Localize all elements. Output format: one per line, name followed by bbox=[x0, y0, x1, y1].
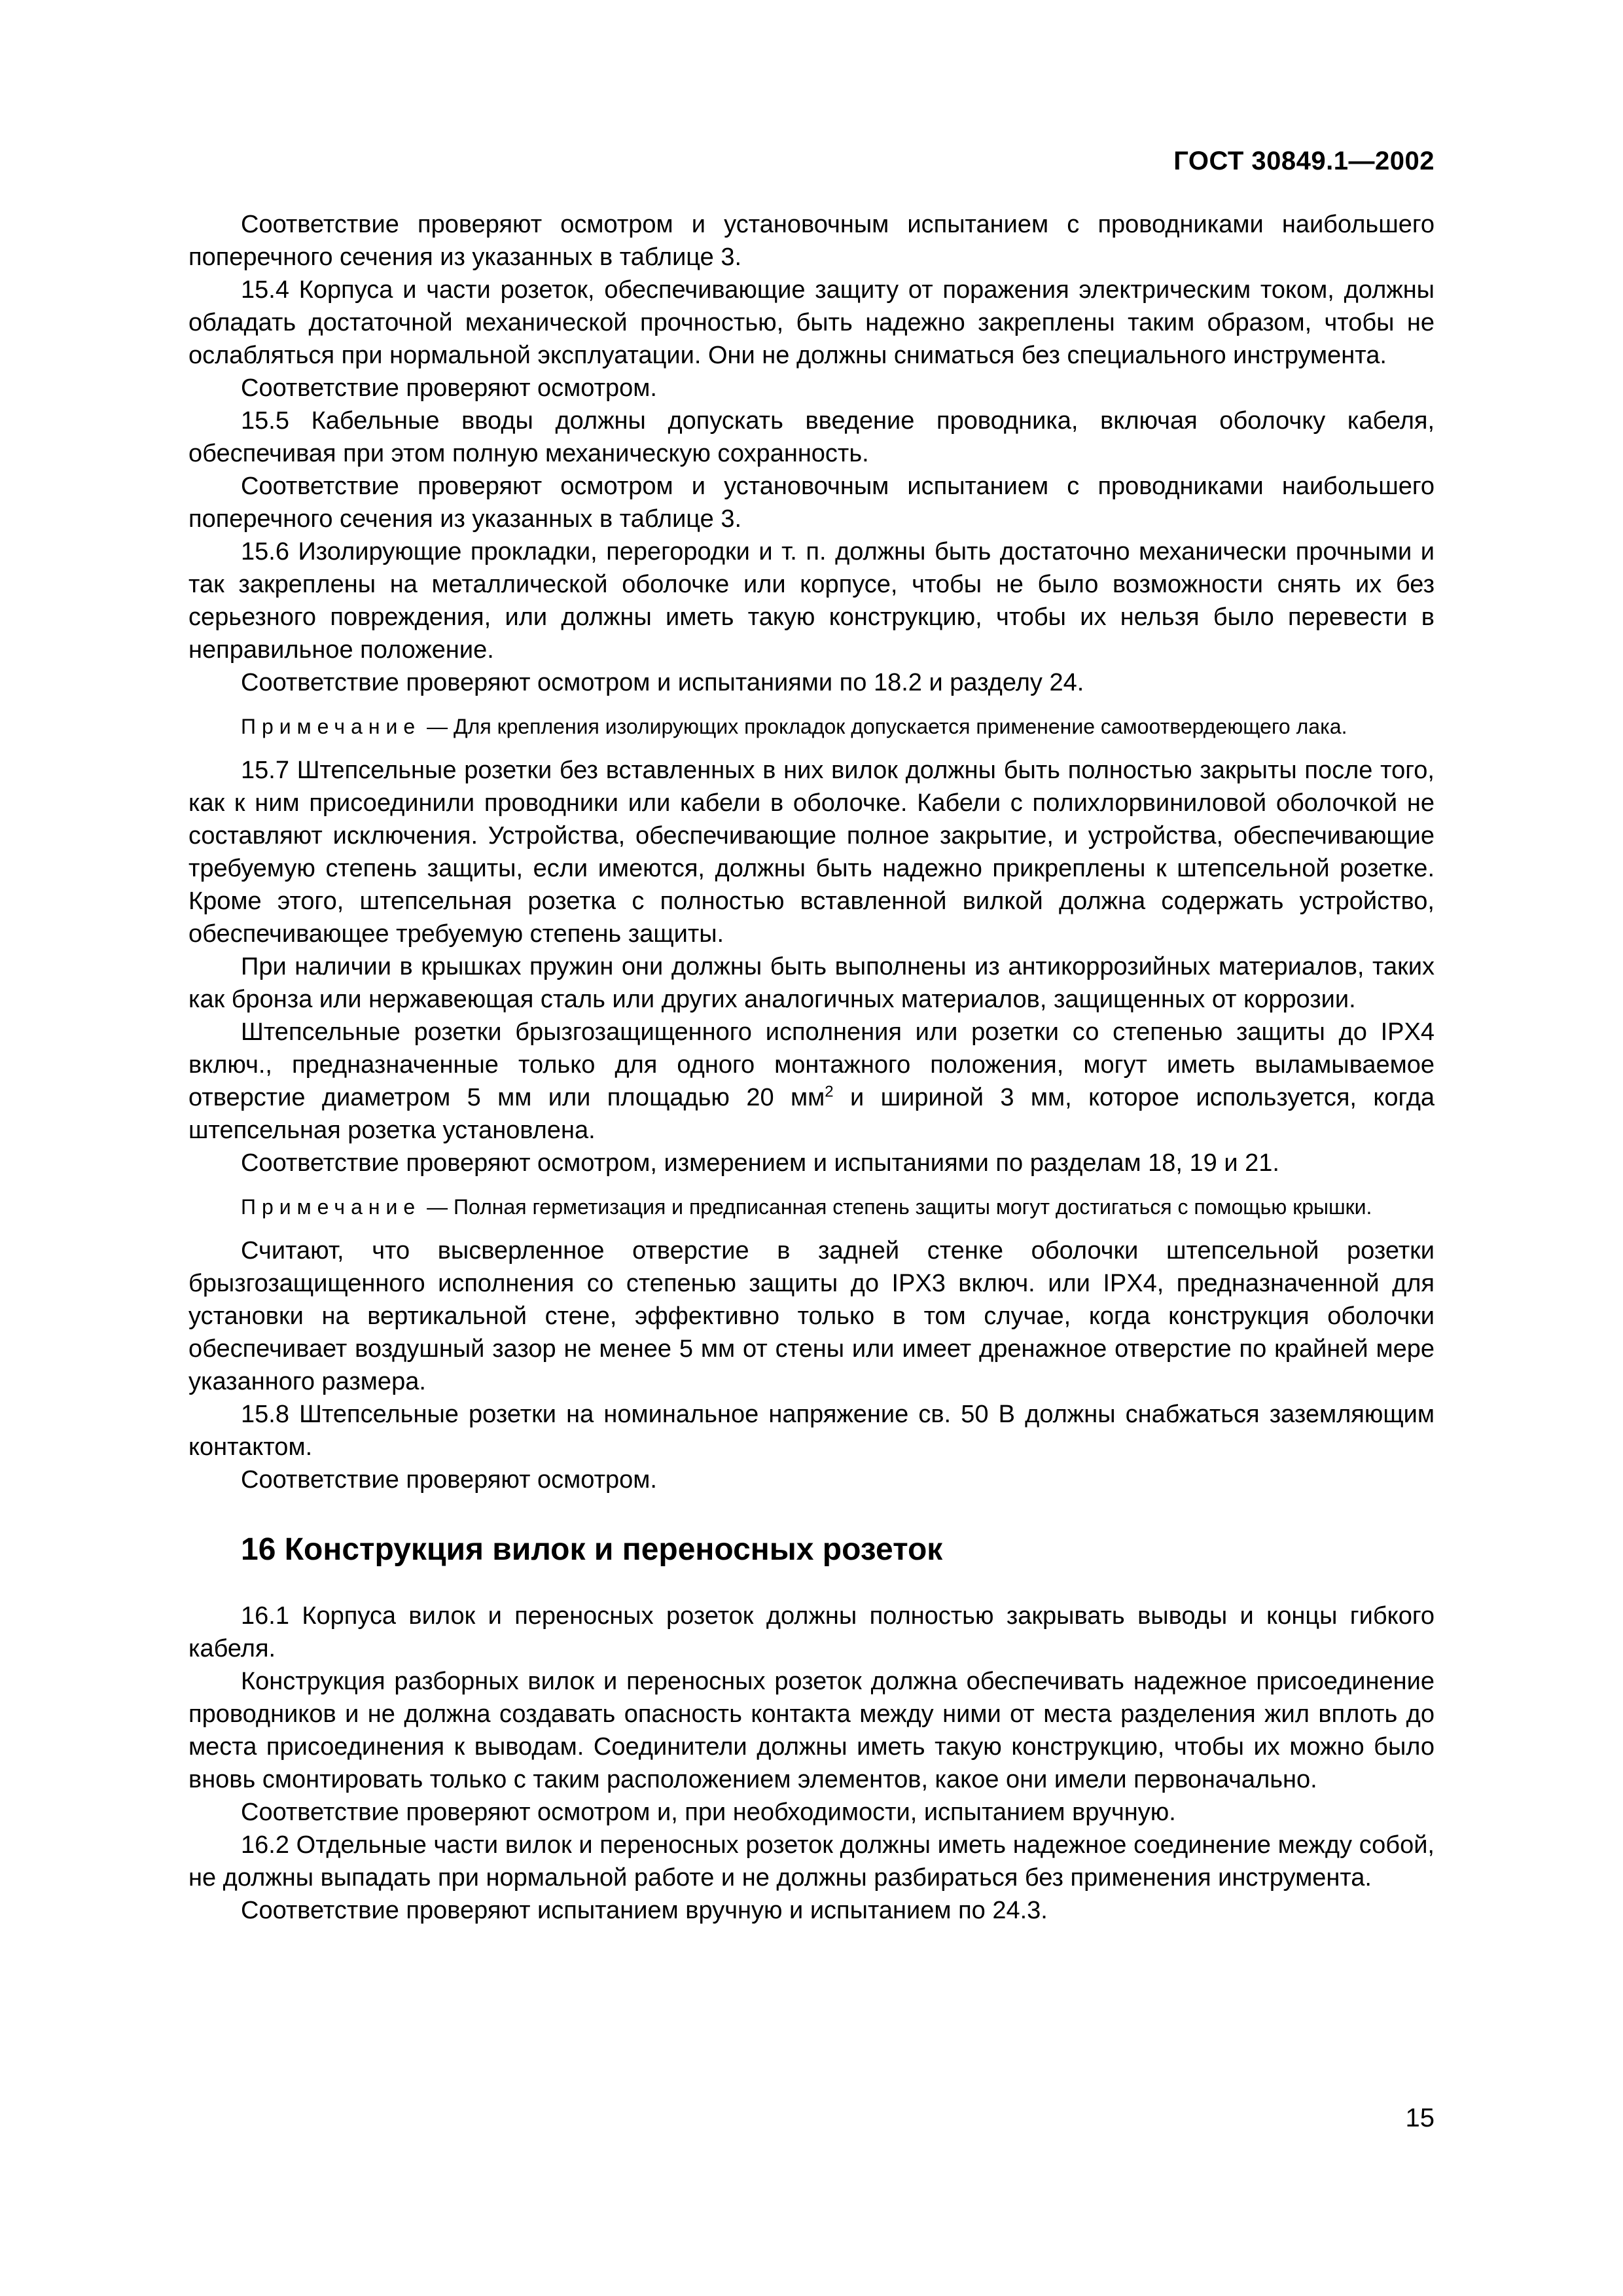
note-text: — Для крепления изолирующих прокладок допускается применение самоотвердеющего лака. bbox=[421, 715, 1347, 738]
page-number: 15 bbox=[1405, 2104, 1435, 2132]
note bbox=[188, 712, 1435, 741]
paragraph-16-2: 16.2 Отдельные части вилок и переносных розеток должны иметь надежное соединение между собой, не должны выпадать при нормальной работе и не должны разбираться без применения инструмента. bbox=[188, 1831, 1435, 1892]
note-label: Примечание bbox=[241, 715, 421, 738]
note bbox=[188, 1193, 1435, 1221]
paragraph-15-5: 15.5 Кабельные вводы должны допускать введение проводника, включая оболочку кабеля, обеспечивая при этом полную механическую сохранность. bbox=[188, 407, 1435, 467]
superscript: 2 bbox=[825, 1083, 834, 1101]
paragraph: При наличии в крышках пружин они должны быть выполнены из антикоррозийных материалов, таких как бронза или нержавеющая сталь или других аналогичных материалов, защищенных от коррозии. bbox=[188, 953, 1435, 1013]
note-label: Примечание bbox=[241, 1195, 421, 1219]
paragraph bbox=[188, 1016, 1435, 1147]
paragraph-text: и шириной 3 мм, которое используется, когда штепсельная розетка установлена. bbox=[188, 1084, 1435, 1144]
paragraph: Соответствие проверяют осмотром. bbox=[241, 374, 657, 402]
paragraph-15-4: 15.4 Корпуса и части розеток, обеспечивающие защиту от поражения электрическим током, должны обладать достаточной механической прочностью, быть надежно закреплены таким образом, чтобы не ослабляться при нормальной эксплуатации. Они не должны сниматься без специального инструмента. bbox=[188, 276, 1435, 369]
section-heading-16: 16 Конструкция вилок и переносных розеток bbox=[241, 1532, 943, 1567]
paragraph: Соответствие проверяют осмотром и испытаниями по 18.2 и разделу 24. bbox=[241, 669, 1084, 696]
paragraph-text: Штепсельные розетки брызгозащищенного исполнения или розетки со степенью защиты до IPX4 включ., предназначенные только для одного монтажного положения, могут иметь выламываемое отверстие диаметром 5 мм или площадью 20 мм bbox=[188, 1018, 1435, 1111]
standard-code-header: ГОСТ 30849.1—2002 bbox=[1173, 147, 1435, 175]
paragraph: Соответствие проверяют осмотром и установочным испытанием с проводниками наибольшего поперечного сечения из указанных в таблице 3. bbox=[188, 211, 1435, 271]
paragraph: Соответствие проверяют осмотром и установочным испытанием с проводниками наибольшего поперечного сечения из указанных в таблице 3. bbox=[188, 473, 1435, 533]
paragraph: Считают, что высверленное отверстие в задней стенке оболочки штепсельной розетки брызгозащищенного исполнения со степенью защиты до IPX3 включ. или IPX4, предназначенной для установки на вертикальной стене, эффективно только в том случае, когда конструкция оболочки обеспечивает воздушный зазор не менее 5 мм от стены или имеет дренажное отверстие по крайней мере указанного размера. bbox=[188, 1237, 1435, 1395]
paragraph: Соответствие проверяют осмотром, измерением и испытаниями по разделам 18, 19 и 21. bbox=[241, 1149, 1279, 1177]
paragraph: Соответствие проверяют осмотром. bbox=[241, 1466, 657, 1494]
paragraph-15-6: 15.6 Изолирующие прокладки, перегородки и т. п. должны быть достаточно механически прочными и так закреплены на металлической оболочке или корпусе, чтобы не было возможности снять их без серьезного повреждения, или должны иметь такую конструкцию, чтобы их нельзя было перевести в неправильное положение. bbox=[188, 538, 1435, 664]
note-text: — Полная герметизация и предписанная степень защиты могут достигаться с помощью крышки. bbox=[421, 1195, 1372, 1219]
page-content bbox=[188, 208, 1435, 1927]
paragraph: Конструкция разборных вилок и переносных розеток должна обеспечивать надежное присоединение проводников и не должна создавать опасность контакта между ними от места разделения жил вплоть до места присоединения к выводам. Соединители должны иметь такую конструкцию, чтобы их можно было вновь смонтировать только с таким расположением элементов, какое они имели первоначально. bbox=[188, 1668, 1435, 1793]
paragraph: Соответствие проверяют испытанием вручную и испытанием по 24.3. bbox=[241, 1897, 1048, 1924]
paragraph-15-7: 15.7 Штепсельные розетки без вставленных в них вилок должны быть полностью закрыты после того, как к ним присоединили проводники или кабели в оболочке. Кабели с полихлорвиниловой оболочкой не составляют исключения. Устройства, обеспечивающие полное закрытие, и устройства, обеспечивающие требуемую степень защиты, если имеются, должны быть надежно прикреплены к штепсельной розетке. Кроме этого, штепсельная розетка с полностью вставленной вилкой должна содержать устройство, обеспечивающее требуемую степень защиты. bbox=[188, 757, 1435, 948]
paragraph-15-8: 15.8 Штепсельные розетки на номинальное напряжение св. 50 В должны снабжаться заземляющим контактом. bbox=[188, 1401, 1435, 1461]
paragraph-16-1: 16.1 Корпуса вилок и переносных розеток должны полностью закрывать выводы и концы гибкого кабеля. bbox=[188, 1602, 1435, 1662]
paragraph: Соответствие проверяют осмотром и, при необходимости, испытанием вручную. bbox=[241, 1799, 1176, 1826]
